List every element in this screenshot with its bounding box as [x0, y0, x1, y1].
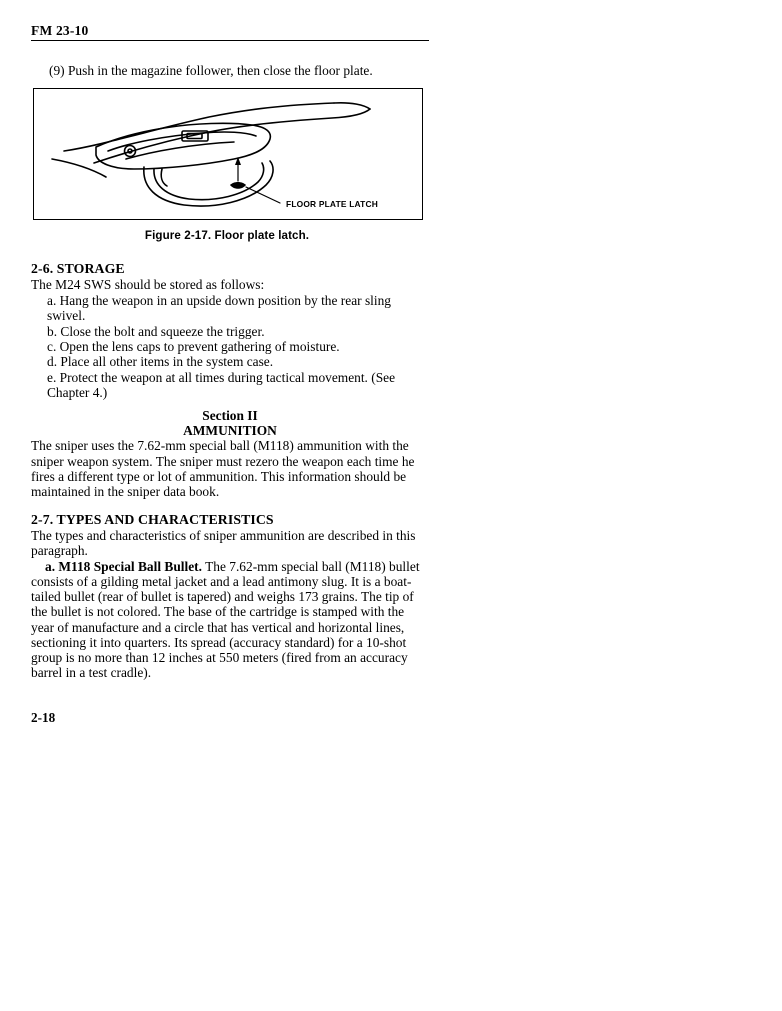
- figure-callout-label: FLOOR PLATE LATCH: [286, 199, 378, 210]
- types-intro: The types and characteristics of sniper ammunition are described in this paragraph.: [31, 528, 416, 559]
- figure-floor-plate-latch: [33, 88, 423, 220]
- storage-item-e: e. Protect the weapon at all times during tactical movement. (See Chapter 4.): [47, 369, 396, 401]
- types-item-a-label: a. M118 Special Ball Bullet.: [45, 558, 202, 574]
- storage-item-a: a. Hang the weapon in an upside down position by the rear sling swivel.: [47, 292, 391, 324]
- heading-storage: 2-6. STORAGE: [31, 261, 125, 277]
- heading-types-characteristics: 2-7. TYPES AND CHARACTERISTICS: [31, 512, 274, 528]
- page-number: 2-18: [31, 710, 56, 726]
- section-title: AMMUNITION: [183, 423, 277, 439]
- step-instruction: (9) Push in the magazine follower, then close the floor plate.: [49, 63, 373, 78]
- types-item-a-text: The 7.62-mm special ball (M118) bullet consists of a gilding metal jacket and a lead antimony slug. It is a boat-tailed bullet (rear of bullet is tapered) and weighs 173 grains. The tip of the bullet is not colored. The base of the cartridge is stamped with the year of manufacture and a circle that has vertical and horizontal lines, sectioning it into quarters. Its spread (accuracy standard) for a 10-shot group is no more than 12 inches at 550 meters (fired from an accuracy barrel in a test cradle).: [31, 558, 420, 681]
- figure-illustration: [34, 89, 422, 219]
- section-number: Section II: [202, 407, 258, 423]
- figure-caption: Figure 2-17. Floor plate latch.: [144, 229, 310, 243]
- header-divider: [31, 40, 429, 41]
- storage-item-b: b. Close the bolt and squeeze the trigger.: [47, 323, 265, 339]
- page-content: [31, 24, 429, 726]
- storage-intro: The M24 SWS should be stored as follows:: [31, 277, 265, 293]
- document-header-title: FM 23-10: [31, 23, 89, 38]
- section-body: The sniper uses the 7.62-mm special ball (M118) ammunition with the sniper weapon system. The sniper must rezero the weapon each time he fires a different type or lot of ammunition. This information should be maintained in the sniper data book.: [31, 438, 415, 500]
- storage-item-c: c. Open the lens caps to prevent gathering of moisture.: [47, 339, 340, 355]
- storage-item-d: d. Place all other items in the system case.: [47, 354, 274, 370]
- types-item-a: [31, 559, 429, 681]
